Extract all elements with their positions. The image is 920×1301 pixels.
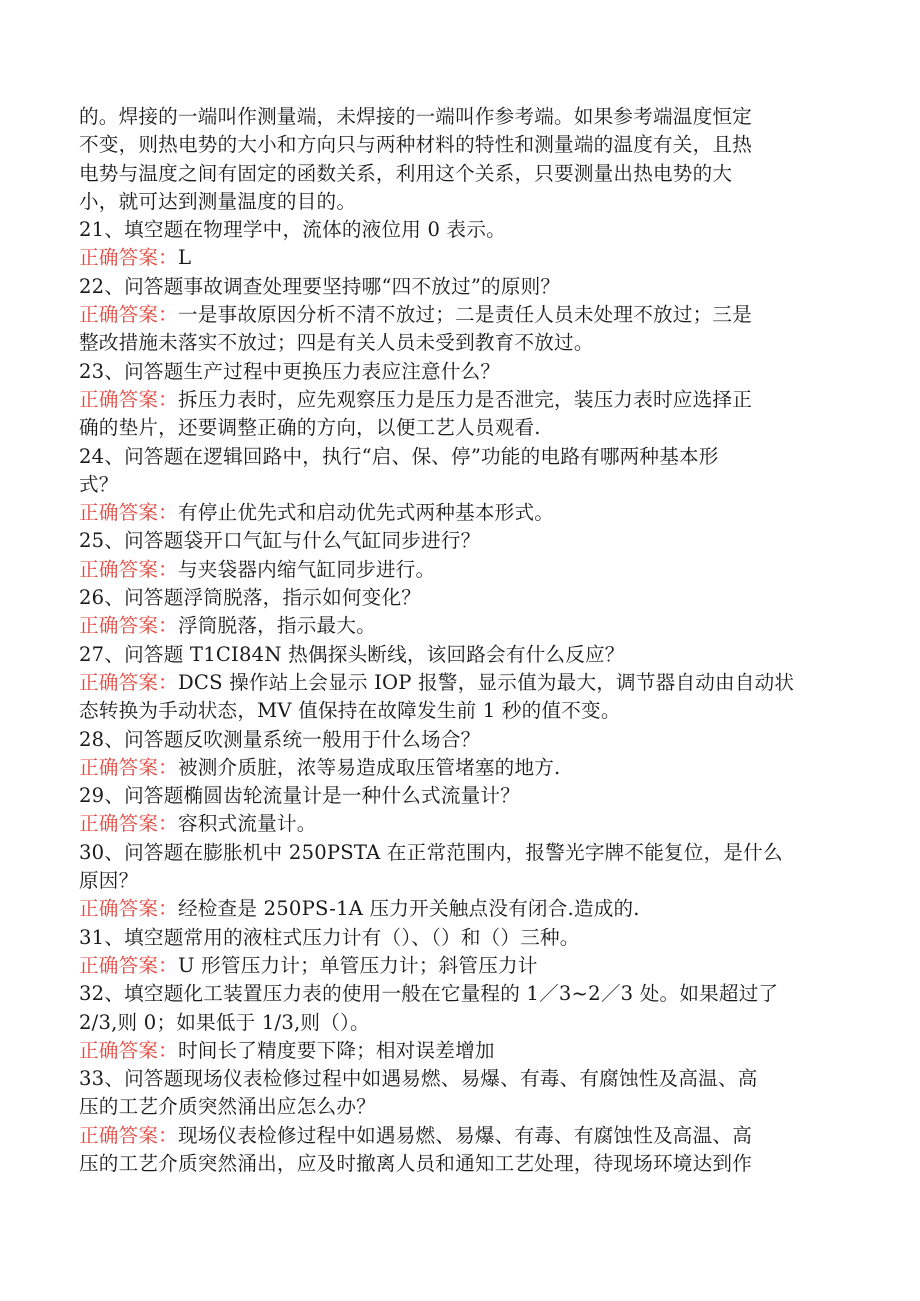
line-text: 与夹袋器内缩气缸同步进行。 <box>177 557 436 581</box>
text-line <box>79 414 849 442</box>
answer-line <box>79 810 849 838</box>
text-line <box>79 782 849 810</box>
text-line <box>79 329 849 357</box>
answer-line <box>79 754 849 782</box>
text-line <box>79 216 849 244</box>
text-line <box>79 839 849 867</box>
answer-line <box>79 895 849 923</box>
line-text: L <box>177 246 192 270</box>
text-line <box>79 358 849 386</box>
answer-label: 正确答案： <box>79 897 178 921</box>
text-line <box>79 1065 849 1093</box>
line-text: 拆压力表时，应先观察压力是压力是否泄完，装压力表时应选择正 <box>177 387 752 411</box>
answer-line <box>79 499 849 527</box>
answer-line <box>79 1122 849 1150</box>
text-line <box>79 103 849 131</box>
text-line <box>79 273 849 301</box>
line-text: 29、问答题椭圆齿轮流量计是一种什么式流量计？ <box>79 784 521 808</box>
line-text: 浮筒脱落，指示最大。 <box>177 614 376 638</box>
line-text: 的。焊接的一端叫作测量端，未焊接的一端叫作参考端。如果参考端温度恒定 <box>79 105 752 128</box>
line-text: 26、问答题浮筒脱落，指示如何变化？ <box>79 586 422 610</box>
text-line <box>79 1009 849 1037</box>
line-text: 不变，则热电势的大小和方向只与两种材料的特性和测量端的温度有关，且热 <box>79 133 752 157</box>
line-text: 28、问答题反吹测量系统一般用于什么场合？ <box>79 727 481 751</box>
text-line <box>79 867 849 895</box>
line-text: 30、问答题在膨胀机中 250PSTA 在正常范围内，报警光字牌不能复位，是什么 <box>79 840 783 864</box>
line-text: 压的工艺介质突然涌出应怎么办？ <box>79 1095 376 1119</box>
text-line <box>79 924 849 952</box>
line-text: 33、问答题现场仪表检修过程中如遇易燃、易爆、有毒、有腐蚀性及高温、高 <box>79 1067 758 1091</box>
line-text: 一是事故原因分析不清不放过；二是责任人员未处理不放过；三是 <box>177 303 752 327</box>
line-text: 31、填空题常用的液柱式压力计有（）、（）和（）三种。 <box>79 925 580 949</box>
text-line <box>79 188 849 216</box>
answer-line <box>79 301 849 329</box>
answer-label: 正确答案： <box>79 755 178 779</box>
answer-label: 正确答案： <box>79 1123 178 1147</box>
line-text: 确的垫片，还要调整正确的方向，以便工艺人员观看. <box>79 416 541 440</box>
text-line <box>79 1093 849 1121</box>
text-line <box>79 980 849 1008</box>
text-line <box>79 726 849 754</box>
line-text: 被测介质脏，浓等易造成取压管堵塞的地方. <box>177 755 561 779</box>
answer-label: 正确答案： <box>79 953 178 977</box>
line-text: 整改措施未落实不放过；四是有关人员未受到教育不放过。 <box>79 331 594 355</box>
document-body <box>79 103 849 1178</box>
line-text: 经检查是 250PS-1A 压力开关触点没有闭合.造成的. <box>177 897 640 921</box>
answer-label: 正确答案： <box>79 246 178 270</box>
text-line <box>79 131 849 159</box>
line-text: 24、问答题在逻辑回路中，执行“启、保、停”功能的电路有哪两种基本形 <box>79 444 719 468</box>
text-line <box>79 471 849 499</box>
text-line <box>79 697 849 725</box>
answer-line <box>79 244 849 272</box>
line-text: 态转换为手动状态，MV 值保持在故障发生前 1 秒的值不变。 <box>79 699 621 723</box>
answer-line <box>79 556 849 584</box>
line-text: 32、填空题化工装置压力表的使用一般在它量程的 1／3~2／3 处。如果超过了 <box>79 982 779 1006</box>
line-text: 容积式流量计。 <box>177 812 317 836</box>
answer-label: 正确答案： <box>79 303 178 327</box>
line-text: DCS 操作站上会显示 IOP 报警，显示值为最大，调节器自动由自动状 <box>177 670 795 694</box>
answer-label: 正确答案： <box>79 614 178 638</box>
line-text: 时间长了精度要下降；相对误差增加 <box>177 1038 495 1062</box>
line-text: 现场仪表检修过程中如遇易燃、易爆、有毒、有腐蚀性及高温、高 <box>177 1123 752 1147</box>
answer-label: 正确答案： <box>79 670 178 694</box>
line-text: 27、问答题 T1CI84N 热偶探头断线，该回路会有什么反应？ <box>79 642 625 666</box>
line-text: 原因？ <box>79 869 139 893</box>
line-text: U 形管压力计；单管压力计；斜管压力计 <box>177 953 538 977</box>
text-line <box>79 527 849 555</box>
answer-line <box>79 612 849 640</box>
text-line <box>79 160 849 188</box>
line-text: 压的工艺介质突然涌出，应及时撤离人员和通知工艺处理，待现场环境达到作 <box>79 1151 752 1175</box>
line-text: 2/3,则 0；如果低于 1/3,则（）。 <box>79 1010 370 1034</box>
answer-label: 正确答案： <box>79 1038 178 1062</box>
line-text: 22、问答题事故调查处理要坚持哪“四不放过”的原则？ <box>79 274 561 298</box>
answer-label: 正确答案： <box>79 387 178 411</box>
text-line <box>79 443 849 471</box>
line-text: 式？ <box>79 472 119 496</box>
answer-label: 正确答案： <box>79 812 178 836</box>
text-line <box>79 584 849 612</box>
line-text: 有停止优先式和启动优先式两种基本形式。 <box>177 501 555 525</box>
answer-line <box>79 669 849 697</box>
line-text: 23、问答题生产过程中更换压力表应注意什么？ <box>79 359 501 383</box>
text-line <box>79 641 849 669</box>
answer-line <box>79 952 849 980</box>
answer-line <box>79 386 849 414</box>
text-line <box>79 1150 849 1178</box>
line-text: 25、问答题袋开口气缸与什么气缸同步进行？ <box>79 529 481 553</box>
answer-label: 正确答案： <box>79 557 178 581</box>
line-text: 21、填空题在物理学中，流体的液位用 0 表示。 <box>79 218 506 242</box>
line-text: 电势与温度之间有固定的函数关系，利用这个关系，只要测量出热电势的大 <box>79 161 733 185</box>
line-text: 小，就可达到测量温度的目的。 <box>79 189 357 213</box>
answer-line <box>79 1037 849 1065</box>
answer-label: 正确答案： <box>79 501 178 525</box>
